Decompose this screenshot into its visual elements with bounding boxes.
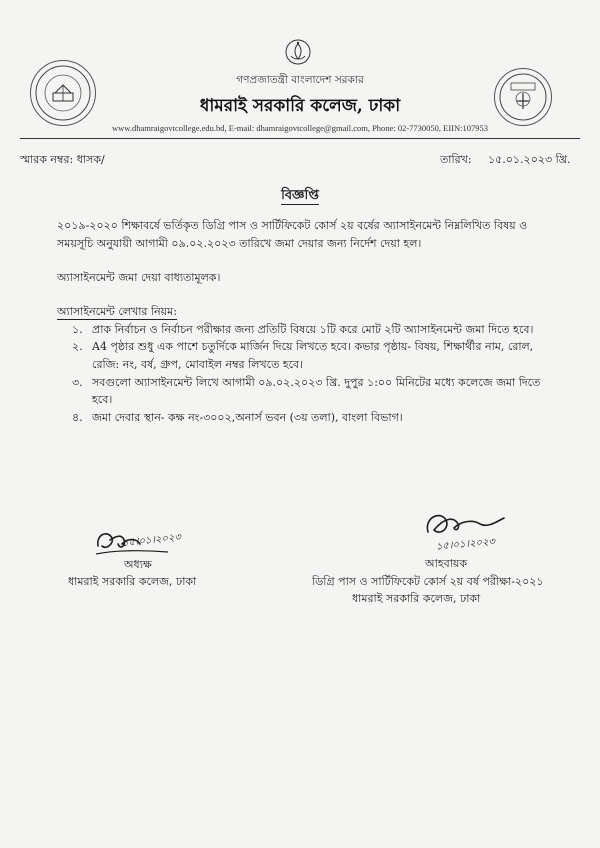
convener-office: ধামরাই সরকারি কলেজ, ঢাকা (352, 592, 481, 605)
college-name: ধামরাই সরকারি কলেজ, ঢাকা (199, 96, 401, 116)
contact-info: www.dhamraigovtcollege.edu.bd, E-mail: dhamraigovtcollege@gmail.com, Phone: 02-7730050, EIIN:107953 (112, 123, 488, 133)
notice-title (0, 186, 600, 207)
convener-signature-date: ১৫।০১।২০২৩ (435, 536, 496, 553)
principal-office: ধামরাই সরকারি কলেজ, ঢাকা (68, 575, 197, 588)
rule-4-number: ৪. (72, 411, 83, 424)
rule-3-number: ৩. (72, 376, 83, 389)
intro-line-2: সময়সূচি অনুযায়ী আগামী ০৯.০২.২০২৩ তারিখে জমা দেয়ার জন্য নির্দেশ দেয়া হল। (57, 237, 422, 250)
rule-2-text-line-1: A4 পৃষ্ঠার শুধু এক পাশে চতুর্দিকে মার্জিন দিয়ে লিখতে হবে। কভার পৃষ্ঠায়- বিষয়, শিক্ষার্থীর নাম, রোল, (92, 340, 534, 353)
date-label: তারিখ: (440, 153, 472, 166)
rule-1-number: ১. (72, 323, 83, 336)
rules-heading: অ্যাসাইনমেন্ট লেখার নিয়ম: (57, 305, 177, 318)
convener-committee: ডিগ্রি পাস ও সার্টিফিকেট কোর্স ২য় বর্ষ পরীক্ষা-২০২১ (312, 575, 544, 588)
rule-3-text-line-2: হবে। (92, 393, 113, 406)
mandatory-note: অ্যাসাইনমেন্ট জমা দেয়া বাধ্যতামূলক। (57, 271, 221, 284)
rule-2-number: ২. (72, 340, 83, 353)
principal-title: অধ্যক্ষ (124, 558, 152, 571)
notice-title-text: বিজ্ঞপ্তি (281, 188, 319, 203)
header-divider (20, 138, 580, 139)
date-value: ১৫.০১.২০২৩ খ্রি. (488, 153, 571, 166)
government-name: গণপ্রজাতন্ত্রী বাংলাদেশ সরকার (236, 74, 364, 86)
rule-3-text-line-1: সবগুলো অ্যাসাইনমেন্ট লিখে আগামী ০৯.০২.২০২৩ খ্রি. দুপুর ১:০০ মিনিটের মধ্যে কলেজে জমা দিতে (92, 376, 541, 389)
convener-title: আহবায়ক (425, 557, 468, 570)
intro-line-1: ২০১৯-২০২০ শিক্ষাবর্ষে ভর্তিকৃত ডিগ্রি পাস ও সার্টিফিকেট কোর্স ২য় বর্ষের অ্যাসাইনমেন্ট নিম্নলিখিত বিষয় ও (57, 219, 528, 232)
rule-1-text: প্রাক নির্বাচন ও নির্বাচন পরীক্ষার জন্য প্রতিটি বিষয়ে ১টি করে মোট ২টি অ্যাসাইনমেন্ট জমা দিতে হবে। (92, 323, 534, 336)
memo-number: স্মারক নম্বর: ধাসক/ (20, 153, 105, 166)
rule-2-text-line-2: রেজি: নং, বর্ষ, গ্রুপ, মোবাইল নম্বর লিখতে হবে। (92, 358, 304, 371)
rule-4-text: জমা দেবার স্থান- কক্ষ নং-৩০০২,অনার্স ভবন (৩য় তলা), বাংলা বিভাগ। (92, 411, 403, 424)
bangladesh-emblem-icon (284, 38, 312, 66)
principal-signature-date: ১৫।০১।২০২৩ (121, 531, 182, 550)
